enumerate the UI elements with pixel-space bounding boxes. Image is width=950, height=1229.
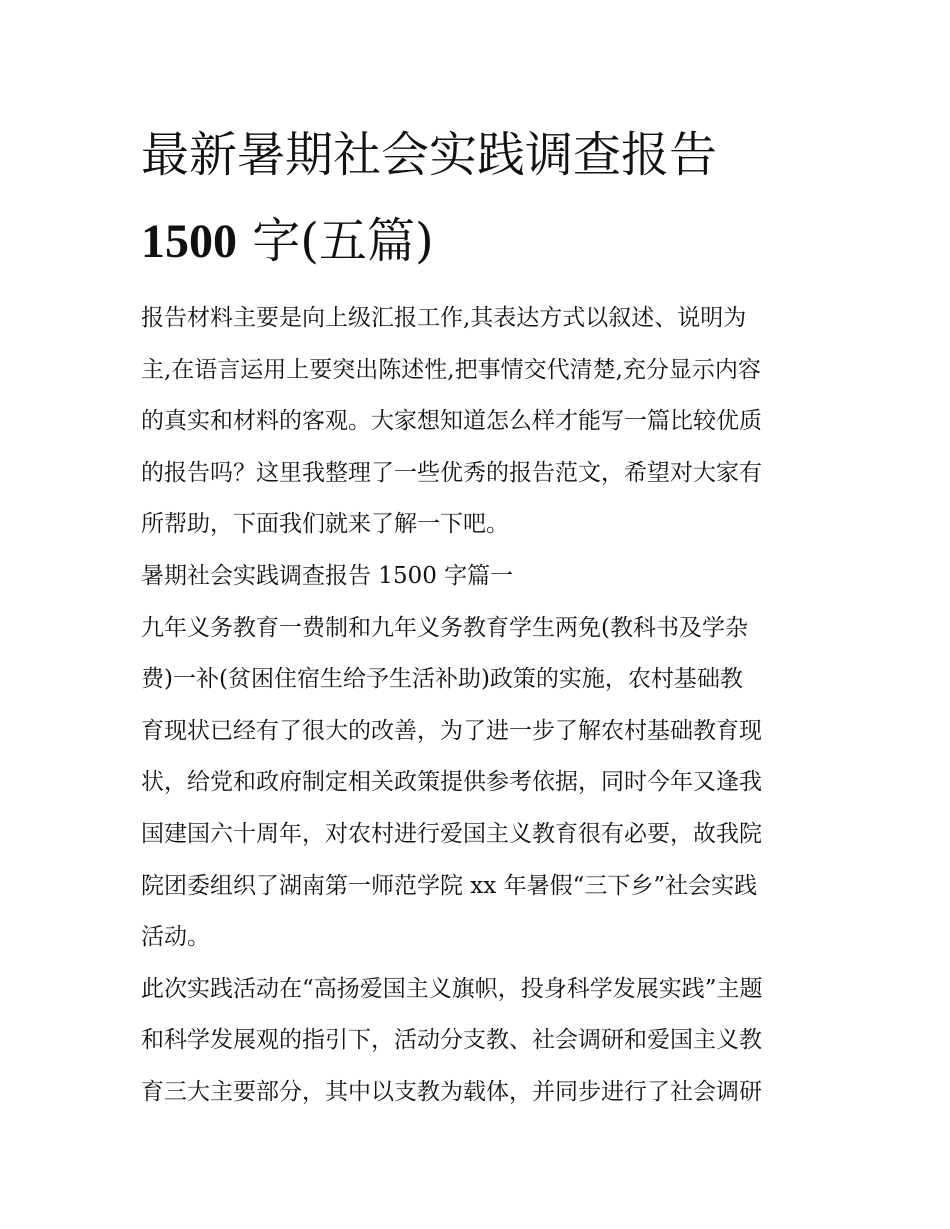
title-suffix: 字(五篇) [237,213,434,269]
body-line: 费)一补(贫困住宿生给予生活补助)政策的实施，农村基础教 [141,666,743,693]
body-line: 育现状已经有了很大的改善，为了进一步了解农村基础教育现 [141,717,762,744]
title-number: 1500 [141,215,237,268]
body-line: 主,在语言运用上要突出陈述性,把事情交代清楚,充分显示内容 [141,356,761,383]
document-body [141,293,817,1119]
document-page [141,112,817,1119]
body-line: 的报告吗？这里我整理了一些优秀的报告范文，希望对大家有 [141,459,762,486]
body-line: 此次实践活动在“高扬爱国主义旗帜，投身科学发展实践”主题 [141,975,763,1002]
body-line: 状，给党和政府制定相关政策提供参考依据，同时今年又逢我 [141,769,762,796]
body-line: 活动。 [141,924,210,951]
body-line: 院团委组织了湖南第一师范学院 xx 年暑假“三下乡”社会实践 [141,872,758,899]
body-line: 九年义务教育一费制和九年义务教育学生两免(教科书及学杂 [141,614,748,641]
document-title-line-1: 最新暑期社会实践调查报告 [141,127,718,183]
body-line: 的真实和材料的客观。大家想知道怎么样才能写一篇比较优质 [141,408,762,435]
body-line: 和科学发展观的指引下，活动分支教、社会调研和爱国主义教 [141,1027,762,1054]
body-line: 所帮助，下面我们就来了解一下吧。 [141,511,509,538]
body-line: 报告材料主要是向上级汇报工作,其表达方式以叙述、说明为 [141,305,747,331]
document-title-line-2 [141,198,817,285]
section-heading: 暑期社会实践调查报告 1500 字篇一 [141,562,514,589]
body-line: 育三大主要部分，其中以支教为载体，并同步进行了社会调研 [141,1078,762,1105]
body-line: 国建国六十周年，对农村进行爱国主义教育很有必要，故我院 [141,820,762,847]
